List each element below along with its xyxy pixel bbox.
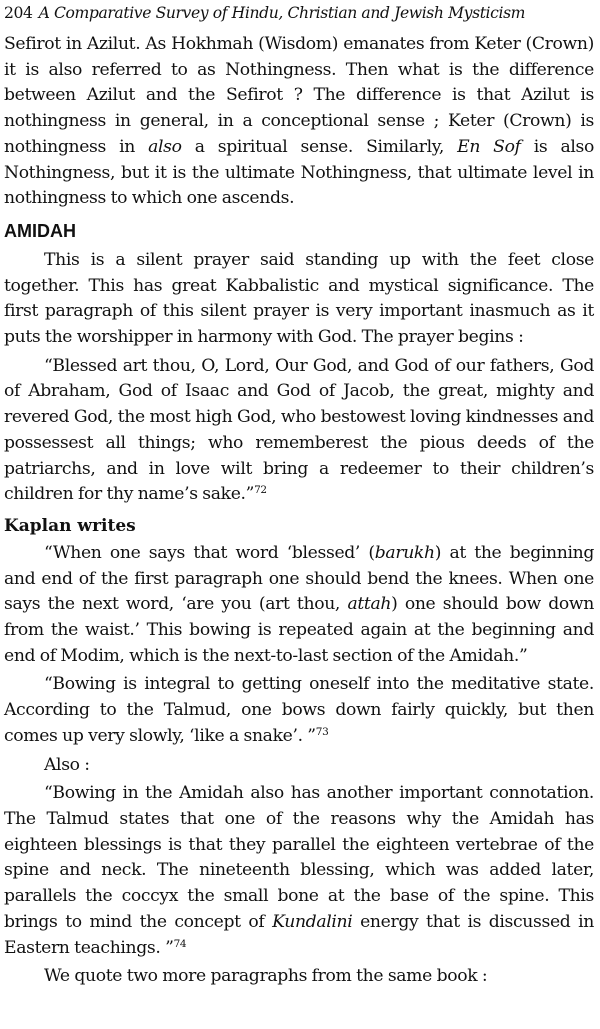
quote-blessed-art-thou: “Blessed art thou, O, Lord, Our God, and God of our fathers, God of Abraham, God of Isaac and God of Jacob, the great, mighty and revered God, the most high God, who bestowest loving kindnesses and possessest all things; who rememberest the pious deeds of the patriarchs, and in love wilt bring a redeemer to their children’s children for thy name’s sake.”$^{72}$ bbox=[4, 355, 594, 505]
page-number: 204 bbox=[4, 4, 33, 22]
quote-bowing-knees: “When one says that word ‘blessed’ (barukh) at the beginning and end of the first paragraph one should bend the knees. When one says the next word, ‘are you (art thou, attah) one should bow down from the waist.’ This bowing is repeated again at the beginning and end of Modim, which is the next-to-last section of the Amidah.” bbox=[4, 542, 594, 666]
footnote-ref: 72 bbox=[254, 484, 267, 497]
paragraph-also: Also : bbox=[44, 754, 90, 775]
section-heading-amidah: AMIDAH bbox=[4, 220, 76, 241]
footnote-ref: 74 bbox=[173, 937, 187, 950]
running-header bbox=[4, 0, 594, 32]
paragraph-two-more: We quote two more paragraphs from the same book : bbox=[44, 966, 488, 987]
paragraph-azilut: Sefirot in Azilut. As Hokhmah (Wisdom) emanates from Keter (Crown) it is also referred to as Nothingness. Then what is the difference between Azilut and the Sefirot ? The difference is that Azilut is nothingness in general, in a conceptional sense ; Keter (Crown) is nothingness in also a spiritual sense. Similarly, En Sof is also Nothingness, but it is the ultimate Nothingness, that ultimate level in nothingness to which one ascends. bbox=[4, 34, 594, 209]
paragraph-silent-prayer: This is a silent prayer said standing up with the feet close together. This has great Kabbalistic and mystical significance. The first paragraph of this silent prayer is very important inasmuch as it puts the worshipper in harmony with God. The prayer begins : bbox=[4, 249, 594, 348]
quote-eighteen-blessings: “Bowing in the Amidah also has another important connotation. The Talmud states that one of the reasons why the Amidah has eighteen blessings is that they parallel the eighteen vertebrae of the spine and neck. The nineteenth blessing, which was added later, parallels the coccyx the small bone at the base of the spine. This brings to mind the concept of Kundalini energy that is discussed in Eastern teachings. ”$^{74}$ bbox=[4, 783, 595, 958]
footnote-ref: 73 bbox=[315, 725, 329, 738]
quote-bowing-integral: “Bowing is integral to getting oneself into the meditative state. According to the Talmud, one bows down fairly quickly, but then comes up very slowly, ‘like a snake’. ”$^{73}$ bbox=[4, 674, 594, 746]
book-title: A Comparative Survey of Hindu, Christian and Jewish Mysticism bbox=[38, 4, 526, 22]
section-heading-kaplan: Kaplan writes bbox=[4, 515, 136, 536]
